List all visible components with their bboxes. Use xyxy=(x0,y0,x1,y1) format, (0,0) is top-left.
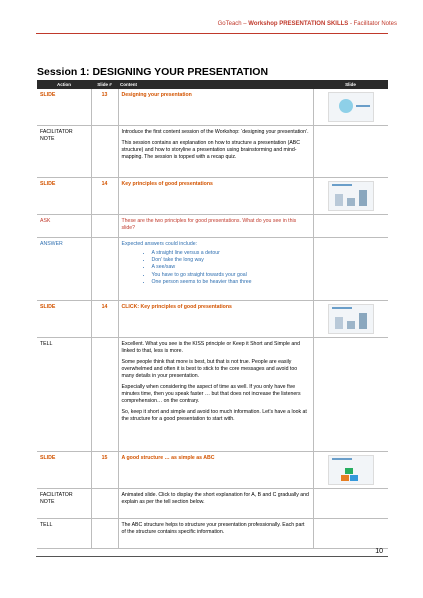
list-item: • Don’ take the long way xyxy=(152,257,310,264)
row-action: ASK xyxy=(37,215,91,238)
row-slide-number: 13 xyxy=(91,89,118,126)
row-action: SLIDE xyxy=(37,301,91,338)
slide-title-bar xyxy=(332,458,352,460)
table-row xyxy=(37,489,388,519)
row-action: TELL xyxy=(37,519,91,549)
row-content: The ABC structure helps to structure your presentation professionally. Each part of the structure contains specific information. xyxy=(118,519,313,549)
workshop-name: Workshop PRESENTATION SKILLS xyxy=(248,21,349,27)
tell-paragraph: Excellent. What you see is the KISS principle or Keep it Short and Simple and linked to that, less is more. xyxy=(121,341,300,354)
row-content: Key principles of good presentations xyxy=(118,178,313,215)
row-content xyxy=(118,126,313,178)
row-content: CLICK: Key principles of good presentations xyxy=(118,301,313,338)
table-row xyxy=(37,126,388,178)
list-item: • You have to go straight towards your goal xyxy=(152,272,310,279)
slide-graphic xyxy=(359,313,367,329)
row-slide-number xyxy=(91,126,118,178)
column-header-action: Action xyxy=(37,80,91,89)
page-header xyxy=(218,21,397,27)
table-row xyxy=(37,301,388,338)
row-slide-number: 14 xyxy=(91,178,118,215)
slide-thumbnail-cell xyxy=(313,89,388,126)
slide-thumbnail xyxy=(328,181,374,211)
table-row xyxy=(37,519,388,549)
slide-graphic xyxy=(335,194,343,206)
answer-intro: Expected answers could include: xyxy=(121,241,198,247)
slide-thumbnail-cell xyxy=(313,301,388,338)
slide-thumbnail xyxy=(328,455,374,485)
list-item: • A straight line versus a detour xyxy=(152,250,310,257)
slide-graphic xyxy=(347,321,355,329)
table-row xyxy=(37,89,388,126)
slide-graphic xyxy=(359,190,367,206)
row-slide-number: 15 xyxy=(91,452,118,489)
row-slide-number xyxy=(91,519,118,549)
row-slide-number xyxy=(91,489,118,519)
slide-thumbnail-cell xyxy=(313,178,388,215)
table-row xyxy=(37,178,388,215)
page-number: 10 xyxy=(375,548,383,555)
column-header-slide-number: Slide # xyxy=(91,80,118,89)
slide-title-bar xyxy=(356,105,370,107)
header-rule xyxy=(36,33,388,34)
footer-rule xyxy=(36,556,388,557)
slide-title-bar xyxy=(332,307,352,309)
note-paragraph: This session contains an explanation on how to structure a presentation (ABC structure) and how to storyline a presentation using brainstorming and mind-mapping. The session is topped with a recap quiz. xyxy=(121,140,300,160)
row-slide-number: 14 xyxy=(91,301,118,338)
row-slide-number xyxy=(91,215,118,238)
row-content: Designing your presentation xyxy=(118,89,313,126)
slide-graphic xyxy=(335,317,343,329)
facilitator-notes-table xyxy=(37,80,388,549)
list-item: • One person seems to be heavier than three xyxy=(152,279,310,286)
slide-graphic xyxy=(347,198,355,206)
slide-thumbnail xyxy=(328,92,374,122)
row-action: FACILITATOR NOTE xyxy=(37,126,91,178)
column-header-content: Content xyxy=(118,80,313,89)
row-content: These are the two principles for good presentations. What do you see in this slide? xyxy=(118,215,313,238)
slide-thumbnail-cell xyxy=(313,452,388,489)
table-row xyxy=(37,215,388,238)
row-action: SLIDE xyxy=(37,89,91,126)
answer-list xyxy=(122,250,310,286)
table-row xyxy=(37,338,388,452)
slide-thumbnail xyxy=(328,304,374,334)
tell-paragraph: So, keep it short and simple and avoid too much information. Let’s have a look at the structure for a good presentation to start with. xyxy=(121,409,307,422)
slide-title-bar xyxy=(332,184,352,186)
tell-paragraph: Especially when considering the aspect of time as well. If you only have five minutes time, then you speak faster … but that does not increase the listeners comprehension… on the contrary. xyxy=(121,384,301,404)
row-content: Animated slide. Click to display the short explanation for A, B and C gradually and explain as per the tell section below. xyxy=(118,489,313,519)
row-slide-number xyxy=(91,238,118,301)
row-slide-number xyxy=(91,338,118,452)
header-separator: – xyxy=(241,21,249,27)
row-action: SLIDE xyxy=(37,452,91,489)
row-content: A good structure … as simple as ABC xyxy=(118,452,313,489)
table-row xyxy=(37,452,388,489)
row-action: TELL xyxy=(37,338,91,452)
list-item: • A see/saw xyxy=(152,264,310,271)
brand-name: GoTeach xyxy=(217,21,242,27)
slide-graphic xyxy=(339,99,353,113)
row-content xyxy=(118,238,313,301)
session-title: Session 1: DESIGNING YOUR PRESENTATION xyxy=(37,66,269,78)
row-content xyxy=(118,338,313,452)
note-paragraph: Introduce the first content session of the Workshop: ‘designing your presentation’. xyxy=(121,129,309,135)
row-action: FACILITATOR NOTE xyxy=(37,489,91,519)
table-row xyxy=(37,238,388,301)
header-suffix: - Facilitator Notes xyxy=(348,21,397,27)
column-header-slide: Slide xyxy=(313,80,388,89)
abc-blocks-graphic xyxy=(341,467,359,481)
row-action: ANSWER xyxy=(37,238,91,301)
table-header xyxy=(37,80,388,89)
tell-paragraph: Some people think that more is best, but that is not true. People are easily overwhelmed and often it is best to stick to the core messages and avoid too many details in your presentation. xyxy=(121,359,298,379)
row-action: SLIDE xyxy=(37,178,91,215)
